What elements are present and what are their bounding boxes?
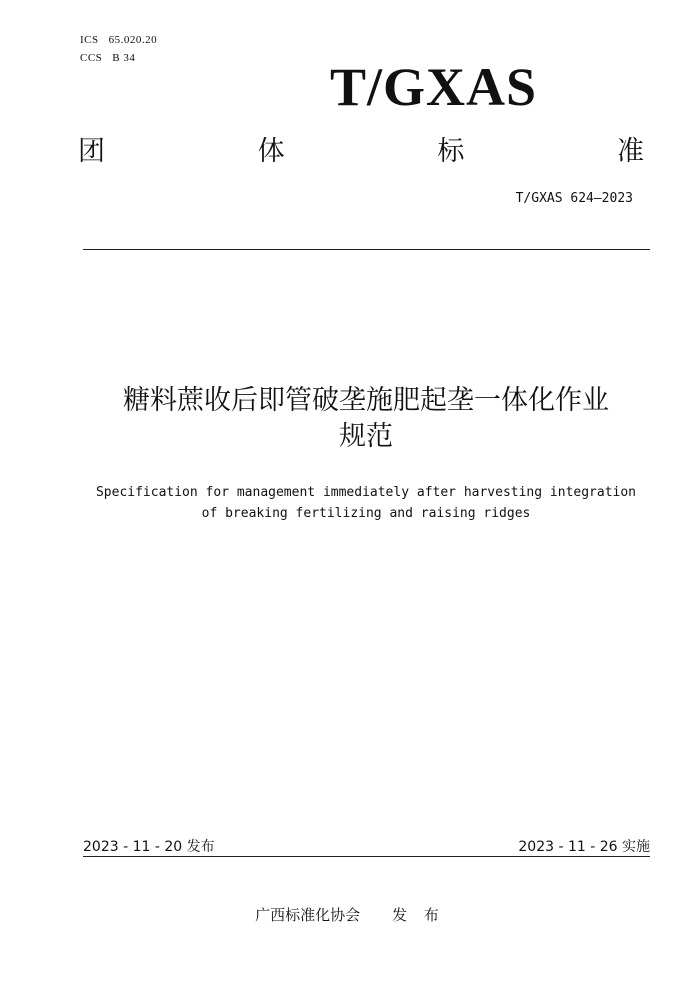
header-divider xyxy=(83,249,650,250)
ccs-classification xyxy=(80,52,135,64)
footer-divider xyxy=(83,856,650,857)
issue-date: 2023 - 11 - 20 发布 xyxy=(83,839,215,855)
title-english-line-1: Specification for management immediately after harvesting integration xyxy=(95,485,637,500)
ccs-label: CCS xyxy=(80,52,103,64)
standard-type-char: 准 xyxy=(616,136,644,167)
ics-code: 65.020.20 xyxy=(108,34,158,46)
standard-type-char: 标 xyxy=(437,136,465,167)
publisher-name: 广西标准化协会 xyxy=(255,906,361,924)
title-english xyxy=(60,482,672,524)
ics-classification xyxy=(80,34,157,46)
organization-code: T/GXAS xyxy=(330,57,538,117)
standard-type-heading xyxy=(78,134,644,170)
implementation-date: 2023 - 11 - 26 实施 xyxy=(518,839,650,855)
title-chinese-line-2: 规范 xyxy=(339,421,393,452)
title-english-line-2: of breaking fertilizing and raising ridges xyxy=(201,506,531,521)
standard-number: T/GXAS 624—2023 xyxy=(515,191,633,206)
standard-type-char: 体 xyxy=(257,136,285,167)
standard-type-char: 团 xyxy=(78,136,105,167)
title-chinese xyxy=(40,383,692,455)
ics-label: ICS xyxy=(80,34,99,46)
publisher-action: 发 布 xyxy=(392,906,445,924)
title-chinese-line-1: 糖料蔗收后即管破垄施肥起垄一体化作业 xyxy=(123,385,609,416)
publisher-line xyxy=(0,904,700,925)
ccs-code: B 34 xyxy=(112,52,136,64)
